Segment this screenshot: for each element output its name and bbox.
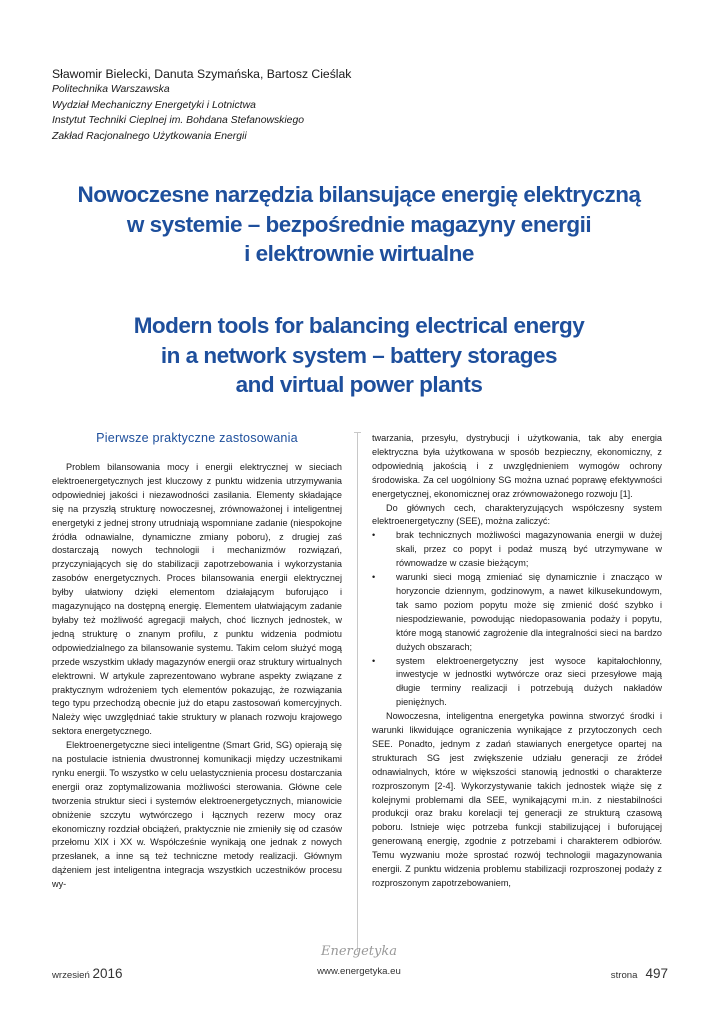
bullet-icon: • — [372, 572, 376, 583]
footer-url[interactable]: www.energetyka.eu — [317, 966, 401, 977]
bullet-text: warunki sieci mogą zmieniać się dynamicznie i znacząco w horyzoncie dziennym, godzinowym, a nawet kilkusekundowym, tak samo poziom popytu może się zmienić dość szybko i niespodziewanie, powodując niedopasowania podaży i popytu, które mogą stanowić zagrożenie dla integralności sieci na bardzo dużych obszarach; — [396, 572, 662, 652]
title-line: w systemie – bezpośrednie magazyny energii — [126, 211, 592, 237]
bullet-item — [372, 529, 662, 571]
right-column — [372, 432, 662, 891]
title-line: Modern tools for balancing electrical energy — [133, 313, 585, 338]
bullet-text: system elektroenergetyczny jest wysoce kapitałochłonny, inwestycje w jednostki wytwórcze oraz sieci przesyłowe mają długie terminy realizacji i potrzebują dużych nakładów pieniężnych. — [396, 655, 662, 708]
body-paragraph: Do głównych cech, charakteryzujących współczesny system elektroenergetyczny (SEE), można zaliczyć: — [372, 502, 662, 527]
author-block — [52, 66, 672, 144]
bullet-item — [372, 571, 662, 654]
affiliation-line: Zakład Racjonalnego Użytkowania Energii — [52, 130, 247, 142]
body-paragraph: twarzania, przesyłu, dystrybucji i użytkowania, tak aby energia elektryczna była użytkowana w sposób bezpieczny, ekonomiczny, z odpowiednią jakością i z uwzględnieniem wymogów ochrony środowiska. Za cel uogólniony SG można uznać poprawę efektywności energetycznej, ekonomicznej oraz zrównoważonego rozwoju [1]. — [372, 433, 662, 499]
affiliation-line: Instytut Techniki Cieplnej im. Bohdana Stefanowskiego — [52, 115, 305, 126]
bullet-icon: • — [372, 655, 376, 666]
footer-page-number: 497 — [645, 966, 668, 981]
footer-page — [611, 966, 668, 981]
body-paragraph: Nowoczesna, inteligentna energetyka powinna stworzyć środki i warunki likwidujące ograniczenia wynikające z przytoczonych cech SEE. Ponadto, jednym z zadań stawianych energetyce opartej na strukturach SG jest zwiększenie udziału generacji ze źródeł odnawialnych, które w większości stanowią jednostki o charakterze rozproszonym [2-4]. Wykorzystywanie takich jednostek wiąże się z kolejnymi problemami dla SEE, wynikającymi m.in. z niestabilności produkcji oraz braku korelacji tej generacji ze strukturą czasową poboru. Istnieje więc potrzeba funkcji stabilizującej i buforującej generowaną energię, zgodnie z potrzebami i charakterem odbiorów. Temu wyzwaniu może sprostać rozwój technologii magazynowania energii. Z punktu widzenia problemu stabilizacji rozproszonej podaży z rozproszonym zapotrzebowaniem, — [372, 711, 662, 888]
footer-page-label: strona — [610, 970, 638, 981]
title-line: Nowoczesne narzędzia bilansujące energię elektryczną — [77, 182, 641, 207]
title-line: i elektrownie wirtualne — [244, 241, 474, 266]
title-polish — [40, 180, 678, 269]
bullet-item — [372, 655, 662, 711]
title-line: and virtual power plants — [235, 372, 483, 397]
body-paragraph: Problem bilansowania mocy i energii elektrycznej w sieciach elektroenergetycznych jest kluczowy z punktu widzenia utrzymywania odpowiedniej jakości i niezawodności zasilania. Elementy składające się na przyszłą strukturę nowoczesnej, zrównoważonej i inteligentnej energetyki z jednej strony utrudniają wspomniane zadanie (niespokojne źródła odnawialne, dynamiczne zmiany poboru), z drugiej zaś dostarczają nowych technologii i mechanizmów rozwiązań, przyczyniających się do stabilizacji zapotrzebowania i wykorzystania zasobów energetycznych. Proces bilansowania energii elektrycznej byłby ułatwiony dzięki elementom działającym buforująco i magazynująco na dostępną energię. Elementem ułatwiającym zadanie byłaby też możliwość agregacji małych, choć licznych jednostek, w jedną strukturę o znanym profilu, z punktu widzenia podmiotu odpowiedzialnego za bilansowanie systemu. Takim celom służyć mogą przede wszystkim układy magazynów energii oraz struktury wirtualnych elektrowni. W artykule zaprezentowano wybrane aspekty związane z praktycznym wdrożeniem tych elementów pokazując, że rozwiązania tego typu przechodzą obecnie już do etapu zastosowań komercyjnych. Należy więc uwzględniać takie struktury w planach rozwoju krajowego sektora energetycznego. — [52, 462, 342, 737]
title-line: in a network system – battery storages — [160, 342, 558, 368]
affiliation-line: Wydział Mechaniczny Energetyki i Lotnictwa — [52, 99, 256, 111]
left-column — [52, 430, 342, 892]
affiliation-line: Politechnika Warszawska — [52, 84, 170, 95]
column-divider — [357, 432, 358, 952]
bullet-text: brak technicznych możliwości magazynowania energii w dużej skali, przez co popyt i podaż muszą być utrzymywane w równowadze w czasie bieżącym; — [396, 530, 662, 569]
body-paragraph: Elektroenergetyczne sieci inteligentne (Smart Grid, SG) opierają się na postulacie istnienia dwustronnej komunikacji między uczestnikami rynku energii. To wszystko w celu uelastycznienia procesu dostarczania energii oraz zoptymalizowania możliwości sterowania. Główne cele tworzenia struktur sieci i systemów elektroenergetycznych, mianowicie obniżenie szczytu wytwórczego i łącznych rezerw mocy oraz ekonomiczny rozdział obciążeń, praktycznie nie zmieniły się od czasów przełomu XIX i XX w. Współcześnie wynikają one jednak z nowych przesłanek, a inne są też techniczne metody realizacji. Głównym dążeniem jest inteligentna integracja wszystkich uczestników procesu wy- — [52, 740, 342, 890]
journal-logo: Energetyka — [321, 944, 397, 959]
footer-month: wrzesień — [52, 970, 90, 981]
title-english — [40, 311, 678, 400]
section-heading: Pierwsze praktyczne zastosowania — [96, 431, 298, 445]
footer-year: 2016 — [92, 966, 123, 981]
bullet-icon: • — [372, 530, 376, 541]
author-names: Sławomir Bielecki, Danuta Szymańska, Bartosz Cieślak — [52, 67, 352, 81]
